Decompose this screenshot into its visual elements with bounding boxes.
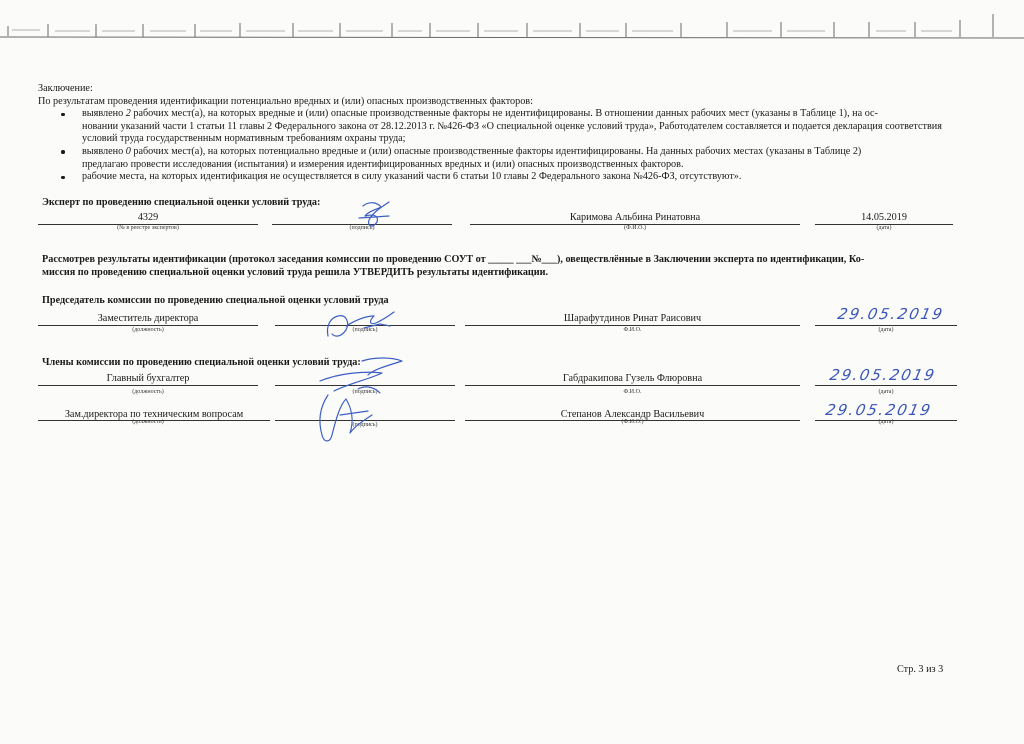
member-position: Главный бухгалтер [106,373,190,384]
date-caption: (дата) [878,389,894,395]
conclusion-item: выявлено 0 рабочих мест(а), на которых потенциально вредные и (или) опасные производственные факторы идентифицированы. На данных рабочих местах (указаны в Таблице 2) предлагаю провести исследования (испытания) и измерения идентифицированных вредных и (или) опасных производственных факторов. [38,146,958,171]
register-caption: (№ в реестре экспертов) [117,225,179,231]
chairman-date-handwritten: 29.05.2019 [836,305,946,323]
position-caption: (должность) [132,389,164,395]
signature-caption: (подпись) [352,327,378,333]
date-caption: (дата) [876,225,892,231]
expert-heading: Эксперт по проведению специальной оценки условий труда: [42,197,321,208]
conclusion-item: рабочие места, на которых идентификация не осуществляется в силу указаний части 6 статьи 10 главы 2 Федерального закона №426-ФЗ, отсутствуют». [38,171,958,184]
workplace-count: 2 [125,108,131,120]
review-text: Рассмотрев результаты идентификации (протокол заседания комиссии по проведению СОУТ от _____ ___№___), овеществлённые в Заключении эксперта по идентификации, Ко- миссия по проведению специальной оценки условий труда решила УТВЕРДИТЬ результаты идентификации. [42,254,865,278]
expert-name: Каримова Альбина Ринатовна [569,212,701,223]
member-position: Зам.директора по техническим вопросам [64,409,244,420]
page-number: Стр. 3 из 3 [897,664,944,675]
position-caption: (должность) [132,419,164,425]
date-caption: (дата) [878,419,894,425]
chairman-heading: Председатель комиссии по проведению специальной оценки условий труда [42,295,389,306]
member-name: Габдракипова Гузель Флюровна [562,373,703,384]
chairman-name: Шарафутдинов Ринат Раисович [563,313,702,324]
conclusion-heading: Заключение: [38,83,93,94]
signature-caption: (подпись) [349,225,375,231]
position-caption: (должность) [132,327,164,333]
conclusion-section [38,83,958,184]
member-date-handwritten: 29.05.2019 [824,401,934,419]
chairman-signature [320,302,410,342]
expert-signature [355,198,395,234]
member-name: Степанов Александр Васильевич [560,409,705,420]
name-caption: Ф.И.О. [623,327,642,333]
conclusion-list [38,108,958,184]
members-signatures [310,355,410,450]
conclusion-item: выявлено 2 рабочих мест(а), на которых вредные и (или) опасные производственные факторы не идентифицированы. В отношении данных рабочих мест (указаны в Таблице 1), на ос- новании указаний части 1 статьи 11 главы 2 Федерального закона от 28.12.2013 г. №426-ФЗ «О специальной оценке условий труда», Работодателем составляется и подается декларация соответствия условий труда государственным нормативным требованиям охраны труда; [38,108,958,146]
members-heading: Члены комиссии по проведению специальной оценки условий труда: [42,357,361,368]
signature-caption: (подпись) [352,422,378,428]
name-caption: (Ф.И.О.) [621,419,644,425]
expert-register-no: 4329 [137,212,159,223]
name-caption: (Ф.И.О.) [624,225,646,231]
date-caption: (дата) [878,327,894,333]
chairman-position: Заместитель директора [97,313,199,324]
scan-edge-artifact [0,0,1024,42]
expert-date: 14.05.2019 [861,212,907,223]
name-caption: Ф.И.О. [623,389,642,395]
signature-caption: (подпись) [352,389,378,395]
conclusion-intro: По результатам проведения идентификации потенциально вредных и (или) опасных производственных факторов: [38,95,533,107]
member-date-handwritten: 29.05.2019 [828,366,938,384]
workplace-count: 0 [125,145,131,157]
